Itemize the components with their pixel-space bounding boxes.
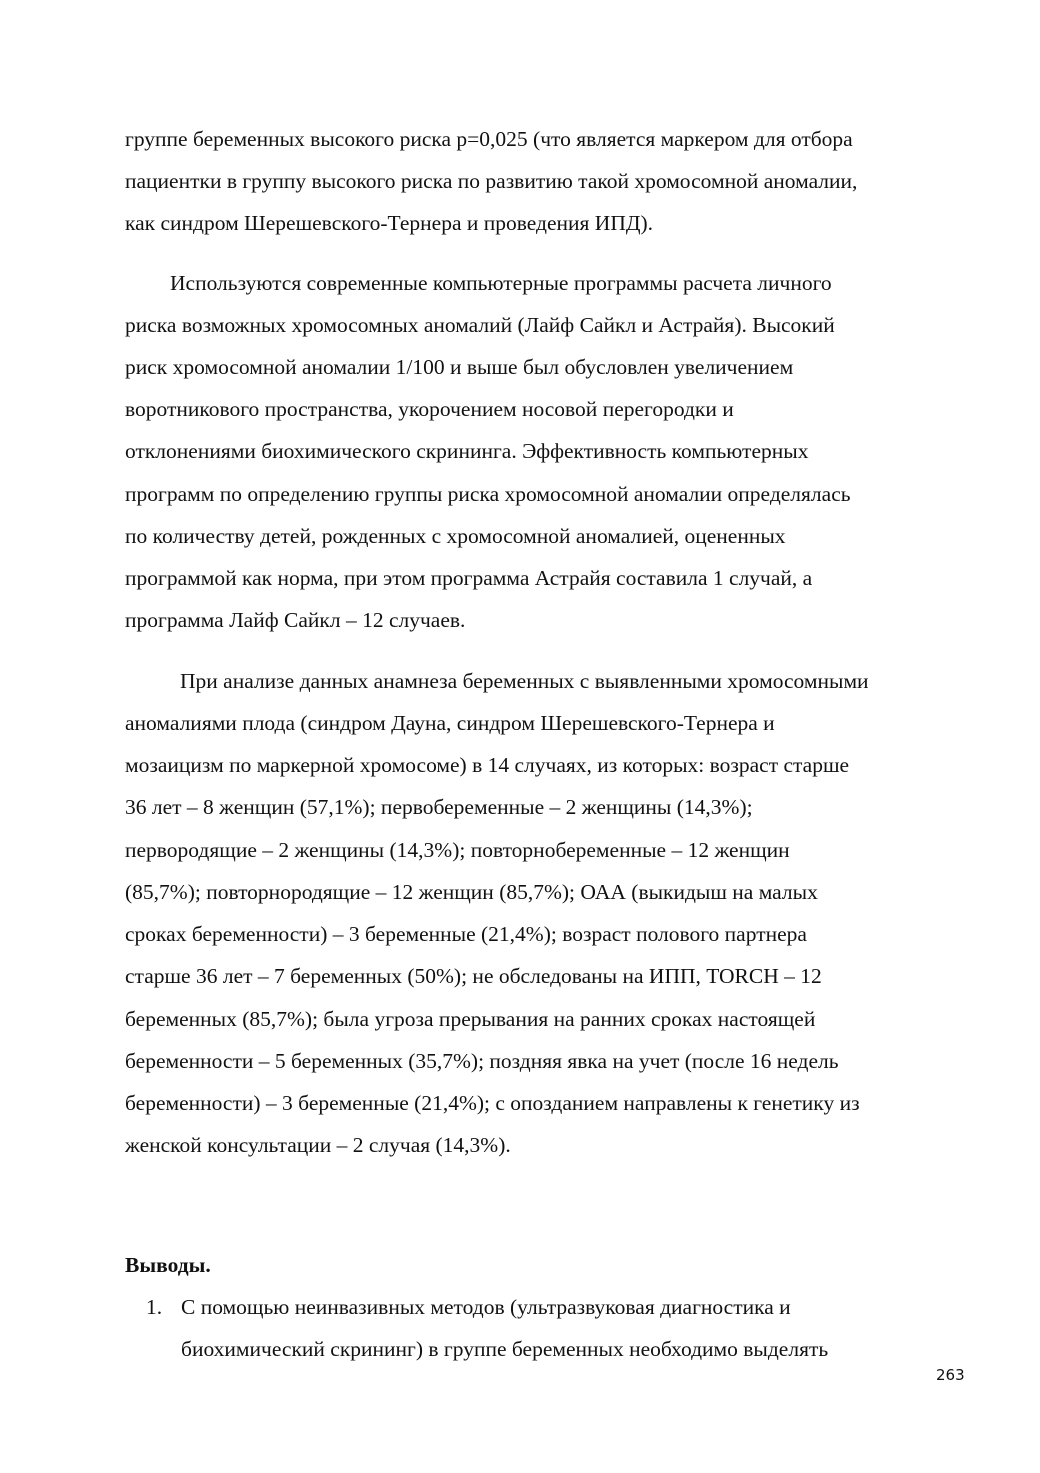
page-number: 263	[936, 1366, 965, 1384]
paragraph2-line: риска возможных хромосомных аномалий (Лайф Сайкл и Астрайя). Высокий	[125, 313, 835, 337]
paragraph3-line: старше 36 лет – 7 беременных (50%); не обследованы на ИПП, TORCH – 12	[125, 964, 822, 988]
paragraph2-line: по количеству детей, рожденных с хромосомной аномалией, оцененных	[125, 524, 786, 548]
paragraph2-line: риск хромосомной аномалии 1/100 и выше был обусловлен увеличением	[125, 355, 794, 379]
paragraph3-line: 36 лет – 8 женщин (57,1%); первобеременные – 2 женщины (14,3%);	[125, 795, 753, 819]
paragraph2-line: программ по определению группы риска хромосомной аномалии определялась	[125, 482, 851, 506]
paragraph2-line: программой как норма, при этом программа Астрайя составила 1 случай, а	[125, 566, 813, 590]
paragraph3-line: мозаицизм по маркерной хромосоме) в 14 случаях, из которых: возраст старше	[125, 753, 850, 777]
paragraph2-line: программа Лайф Сайкл – 12 случаев.	[125, 608, 466, 632]
paragraph3-line: первородящие – 2 женщины (14,3%); повторнобеременные – 12 женщин	[125, 838, 790, 862]
paragraph3-line: беременности – 5 беременных (35,7%); поздняя явка на учет (после 16 недель	[125, 1049, 839, 1073]
paragraph3-line: аномалиями плода (синдром Дауна, синдром Шерешевского-Тернера и	[125, 711, 775, 735]
paragraph3-line: сроках беременности) – 3 беременные (21,4%); возраст полового партнера	[125, 922, 807, 946]
conclusions-heading: Выводы.	[125, 1253, 211, 1277]
paragraph2-line: воротникового пространства, укорочением носовой перегородки и	[125, 397, 734, 421]
list-item-line: биохимический скрининг) в группе беременных необходимо выделять	[181, 1337, 829, 1361]
paragraph2-line: отклонениями биохимического скрининга. Эффективность компьютерных	[125, 439, 809, 463]
paragraph3-line: беременных (85,7%); была угроза прерывания на ранних сроках настоящей	[125, 1007, 816, 1031]
list-item-line: С помощью неинвазивных методов (ультразвуковая диагностика и	[181, 1295, 791, 1319]
paragraph1-line: пациентки в группу высокого риска по развитию такой хромосомной аномалии,	[125, 169, 858, 193]
paragraph1-line: как синдром Шерешевского-Тернера и проведения ИПД).	[125, 211, 654, 235]
list-item-number: 1.	[146, 1295, 163, 1319]
paragraph3-line: беременности) – 3 беременные (21,4%); с опозданием направлены к генетику из	[125, 1091, 860, 1115]
paragraph3-line: женской консультации – 2 случая (14,3%).	[125, 1133, 511, 1157]
paragraph1-line: группе беременных высокого риска р=0,025 (что является маркером для отбора	[125, 127, 853, 151]
paragraph3-line: (85,7%); повторнородящие – 12 женщин (85,7%); ОАА (выкидыш на малых	[125, 880, 818, 904]
paragraph3-line: При анализе данных анамнеза беременных с выявленными хромосомными	[180, 669, 869, 693]
paragraph2-line: Используются современные компьютерные программы расчета личного	[170, 271, 832, 295]
